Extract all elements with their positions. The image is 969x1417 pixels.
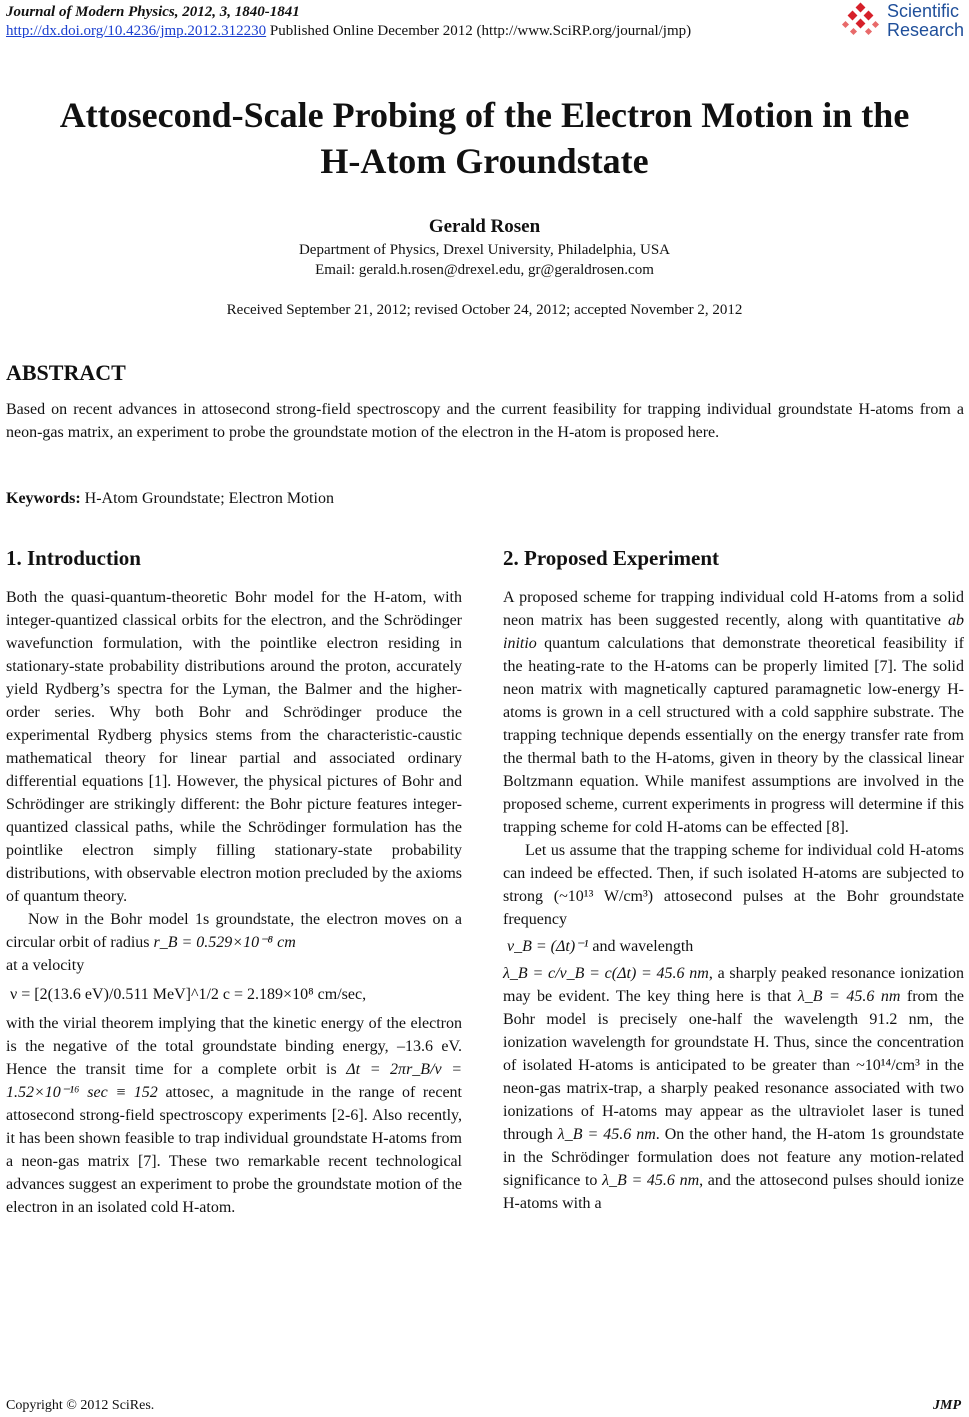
section-1-para-3: with the virial theorem implying that the kinetic energy of the electron is the negative of the total groundstate binding energy, –13.6 eV. Hence the transit time for a complete orbit is xyxy=(6,1015,462,1078)
journal-citation: Journal of Modern Physics, 2012, 3, 1840-1841 xyxy=(6,4,300,20)
scientific-research-logo xyxy=(841,1,965,42)
section-1-heading: 1. Introduction xyxy=(6,546,141,570)
equation-wavelength-3: λ_B = 45.6 nm xyxy=(557,1126,656,1143)
keywords-list: H-Atom Groundstate; Electron Motion xyxy=(80,490,334,507)
section-1-para-2b: at a velocity xyxy=(6,957,85,974)
paper-title xyxy=(0,92,969,184)
title-line-1: Attosecond-Scale Probing of the Electron Motion in the xyxy=(59,95,910,135)
section-2-para-1b: quantum calculations that demonstrate theoretical feasibility if the heating-rate to the H-atoms can be properly limited [7]. The solid neon matrix with magnetically captured paramagnetic low-energy H-atoms is grown in a cell structured with a cold sapphire substrate. The trapping technique depends essentially on the energy transfer rate from the thermal bath to the H-atoms, given in theory by the classical linear Boltzmann equation. While manifest assumptions are involved in the proposed scheme, current experiments in progress will determine if this trapping scheme for cold H-atoms can be effected [8]. xyxy=(503,635,964,836)
section-2-heading: 2. Proposed Experiment xyxy=(503,546,720,570)
section-1-para-1: Both the quasi-quantum-theoretic Bohr model for the H-atom, with integer-quantized classical orbits for the electron, and the Schrödinger wavefunction formulation, with the pointlike electron residing in stationary-state probability distributions around the proton, accurately yield Rydberg’s spectra for the Lyman, the Balmer and the higher-order series. Why both Bohr and Schrödinger produce the experimental Rydberg physics stems from the characteristic-caustic mathematical theory for linear partial and associated ordinary differential equations [1]. However, the physical pictures of Bohr and Schrödinger are strikingly different: the Bohr picture features integer-quantized classical paths, while the Schrödinger formulation has the pointlike electron simply filling stationary-state probability distributions, with observable electron motion precluded by the axioms of quantum theory. xyxy=(6,589,462,905)
equation-wavelength-2: λ_B = 45.6 nm xyxy=(797,988,901,1005)
doi-link[interactable]: http://dx.doi.org/10.4236/jmp.2012.312230 xyxy=(6,23,267,39)
abstract-heading: ABSTRACT xyxy=(6,360,126,385)
affiliation-block xyxy=(0,240,969,280)
abstract-text: Based on recent advances in attosecond strong-field spectroscopy and the current feasibility for trapping individual groundstate H-atoms from a neon-gas matrix, an experiment to probe the groundstate motion of the electron in the H-atom is proposed here. xyxy=(6,401,964,441)
keywords-label: Keywords: xyxy=(6,490,81,507)
equation-intensity: (~10¹³ W/cm³) xyxy=(553,888,654,905)
keywords xyxy=(6,490,334,508)
equation-concentration: ~10¹⁴/cm³ xyxy=(856,1057,920,1074)
affiliation: Department of Physics, Drexel University, Philadelphia, USA xyxy=(298,242,671,258)
section-2-para-2: Let us assume that the trapping scheme for individual cold H-atoms can indeed be effected. Then, if such isolated H-atoms are subjected to strong xyxy=(503,842,964,905)
section-2-para-2b: attosecond pulses at the Bohr groundstate frequency xyxy=(503,888,964,928)
section-2-para-4: from the Bohr model is precisely one-half the wavelength 91.2 nm, the ionization wavelength for groundstate H. Thus, since the concentration of isolated H-atoms is anticipated to be greater than xyxy=(503,988,965,1074)
title-line-2: H-Atom Groundstate xyxy=(320,141,649,181)
equation-wavelength: λ_B = c/ν_B = c(Δt) = 45.6 nm xyxy=(503,965,709,982)
logo-text-line1: Scientific xyxy=(887,1,960,21)
section-1-body xyxy=(6,586,462,1219)
section-2-para-3: , a sharply peaked resonance ionization may be evident. The key thing here is that xyxy=(503,965,964,1005)
equation-bohr-radius: r_B = 0.529×10⁻⁸ cm xyxy=(153,934,296,951)
section-2-para-5: in the neon-gas matrix-trap, a sharply peaked resonance associated with two ionizations of H-atoms may appear as the ultraviolet laser is tuned through xyxy=(503,1057,964,1143)
author-name: Gerald Rosen xyxy=(428,216,541,237)
copyright: Copyright © 2012 SciRes. xyxy=(6,1398,155,1413)
publication-info: Published Online December 2012 (http://www.SciRP.org/journal/jmp) xyxy=(266,23,692,39)
logo-text-line2: Research xyxy=(887,20,965,40)
equation-velocity: ν = [2(13.6 eV)/0.511 MeV]^1/2 c = 2.189×10⁸ cm/sec, xyxy=(10,986,367,1003)
section-2-para-1: A proposed scheme for trapping individual cold H-atoms from a solid neon matrix has been suggested recently, along with quantitative xyxy=(503,589,964,629)
logo-mark-icon xyxy=(841,2,883,40)
section-2-para-6: . On the other hand, the H-atom 1s groundstate in the Schrödinger formulation does not feature any motion-related significance to xyxy=(503,1126,964,1189)
equation-transit-time: Δt = 2πr_B/ν = 1.52×10⁻¹⁶ sec ≡ 152 xyxy=(6,1061,462,1101)
journal-abbreviation: JMP xyxy=(933,1398,961,1413)
section-2-body xyxy=(503,586,964,1215)
equation-wavelength-4: λ_B = 45.6 nm xyxy=(602,1172,700,1189)
section-1-para-2: Now in the Bohr model 1s groundstate, the electron moves on a circular orbit of radius xyxy=(6,911,462,951)
section-2-para-2c: and wavelength xyxy=(592,938,694,955)
section-1-para-3b: attosec, a magnitude in the range of recent attosecond strong-field spectroscopy experiments [2-6]. Also recently, it has been shown feasible to trap individual groundstate H-atoms from a neon-gas matrix [7]. These two remarkable recent technological advances suggest an experiment to probe the groundstate motion of the electron in an isolated cold H-atom. xyxy=(6,1084,463,1216)
journal-header xyxy=(6,3,691,41)
section-2-para-7: , and the attosecond pulses should ionize H-atoms with a xyxy=(503,1172,964,1212)
equation-bohr-frequency: ν_B = (Δt)⁻¹ xyxy=(507,938,589,955)
email: Email: gerald.h.rosen@drexel.edu, gr@geraldrosen.com xyxy=(315,262,654,278)
italic-ab-initio: ab initio xyxy=(503,612,964,652)
received-dates: Received September 21, 2012; revised October 24, 2012; accepted November 2, 2012 xyxy=(226,302,743,318)
